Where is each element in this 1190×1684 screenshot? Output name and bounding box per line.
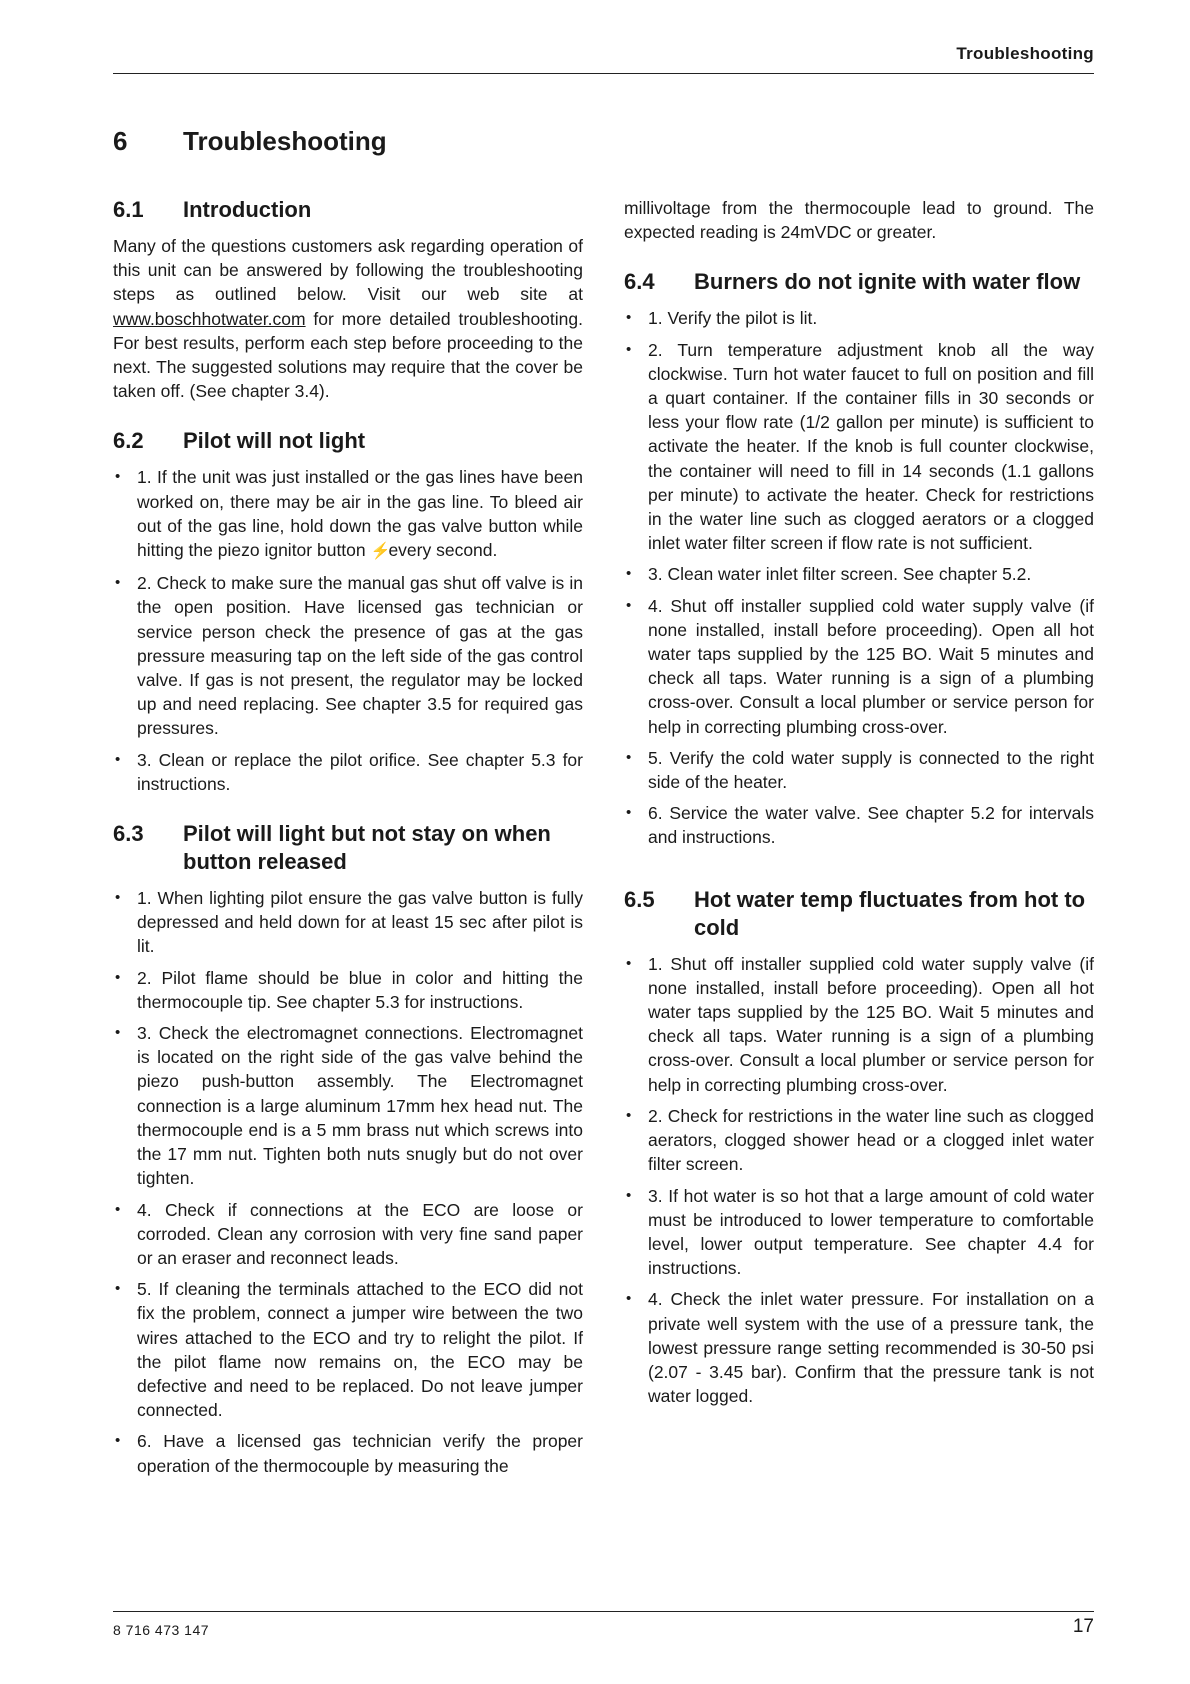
section-title: Pilot will not light xyxy=(183,428,366,454)
section-6-5 xyxy=(624,886,1094,1409)
intro-paragraph xyxy=(113,234,583,403)
section-title: Introduction xyxy=(183,197,312,222)
section-title: Hot water temp fluctuates from hot to cold xyxy=(694,886,1086,940)
section-heading xyxy=(113,427,583,455)
section-heading xyxy=(624,886,1094,942)
section-title: Pilot will light but not stay on when button released xyxy=(183,821,551,875)
list-item: • 3. Check the electromagnet connections. Electromagnet is located on the right side of the gas valve behind the piezo push-button assembly. The Electromagnet connection is a large aluminum 17mm hex head nut. The thermocouple end is a 5 mm brass nut which screws into the 17 mm nut. Tighten both nuts snugly but do not over tighten. xyxy=(113,1021,583,1190)
list-item xyxy=(113,465,583,564)
website-link[interactable]: www.boschhotwater.com xyxy=(113,308,306,329)
document-number: 8 716 473 147 xyxy=(113,1622,210,1638)
section-number: 6.5 xyxy=(624,886,655,912)
list-item: • 4. Check the inlet water pressure. For installation on a private well system with the use of a pressure tank, the lowest pressure range setting recommended is 30-50 psi (2.07 - 3.45 bar). Confirm that the pressure tank is not water logged. xyxy=(624,1287,1094,1408)
burners-list xyxy=(624,306,1094,849)
list-item: • 2. Check for restrictions in the water line such as clogged aerators, clogged shower head or a clogged inlet water filter screen. xyxy=(624,1104,1094,1177)
section-6-3 xyxy=(113,820,583,1478)
section-6-1 xyxy=(113,196,583,403)
section-number: 6.2 xyxy=(113,428,144,454)
list-item: • 1. Verify the pilot is lit. xyxy=(624,306,1094,330)
chapter-title xyxy=(113,126,387,157)
section-heading xyxy=(113,196,583,224)
list-item: • 3. Clean water inlet filter screen. See chapter 5.2. xyxy=(624,562,1094,586)
list-item: • 3. Clean or replace the pilot orifice. See chapter 5.3 for instructions. xyxy=(113,748,583,796)
item-text: every second. xyxy=(388,540,498,561)
section-number: 6.4 xyxy=(624,269,655,295)
list-item: • 1. When lighting pilot ensure the gas valve button is fully depressed and held down for at least 15 sec after pilot is lit. xyxy=(113,886,583,959)
chapter-number: 6 xyxy=(113,126,128,156)
section-6-4 xyxy=(624,268,1094,849)
intro-text-a: Many of the questions customers ask regarding operation of this unit can be answered by following the troubleshooting steps as outlined below. Visit our web site at xyxy=(113,236,583,305)
page-number: 17 xyxy=(1072,1616,1094,1637)
list-item: • 4. Shut off installer supplied cold water supply valve (if none installed, install before proceeding). Open all hot water taps supplied by the 125 BO. Wait 5 minutes and check all taps. Water running is a sign of a plumbing cross-over. Consult a local plumber or service person for help in correcting plumbing cross-over. xyxy=(624,594,1094,739)
section-heading xyxy=(624,268,1094,296)
list-item: • 2. Turn temperature adjustment knob all the way clockwise. Turn hot water faucet to full on position and fill a quart container. If the container fills in 30 seconds or less your flow rate (1/2 gallon per minute) is sufficient to activate the heater. If the knob is full counter clockwise, the container will need to fill in 14 seconds (1.1 gallons per minute) to activate the heater. Check for restrictions in the water line such as clogged aerators or a clogged inlet water filter screen if flow rate is not sufficient. xyxy=(624,338,1094,556)
section-6-2 xyxy=(113,427,583,796)
running-header: Troubleshooting xyxy=(956,44,1094,63)
section-number: 6.1 xyxy=(113,197,144,222)
section-title: Burners do not ignite with water flow xyxy=(694,269,1081,295)
left-column xyxy=(113,196,583,1502)
section-heading xyxy=(113,820,583,876)
list-item: • 5. Verify the cold water supply is connected to the right side of the heater. xyxy=(624,746,1094,794)
list-item: • 3. If hot water is so hot that a large amount of cold water must be introduced to lower temperature to comfortable level, lower output temperature. See chapter 4.4 for instructions. xyxy=(624,1184,1094,1281)
list-item: • 2. Check to make sure the manual gas shut off valve is in the open position. Have licensed gas technician or service person check the presence of gas at the gas pressure measuring tap on the left side of the gas control valve. If gas is not present, the regulator may be locked up and need replacing. See chapter 3.5 for required gas pressures. xyxy=(113,571,583,740)
header-rule xyxy=(113,73,1094,74)
temp-fluctuates-list xyxy=(624,952,1094,1409)
footer-rule xyxy=(113,1611,1094,1612)
piezo-ignitor-icon: ⚡ xyxy=(370,543,389,561)
pilot-not-stay-list xyxy=(113,886,583,1478)
list-item: • 2. Pilot flame should be blue in color and hitting the thermocouple tip. See chapter 5.3 for instructions. xyxy=(113,966,583,1014)
list-item: • 1. Shut off installer supplied cold water supply valve (if none installed, install before proceeding). Open all hot water taps supplied by the 125 BO. Wait 5 minutes and check all taps. Water running is a sign of a plumbing cross-over. Consult a local plumber or service person for help in correcting plumbing cross-over. xyxy=(624,952,1094,1097)
item-text: 1. If the unit was just installed or the gas lines have been worked on, there may be air in the gas line. To bleed air out of the gas line, hold down the gas valve button while hitting the piezo ignitor button xyxy=(137,467,583,561)
pilot-not-light-list xyxy=(113,465,583,796)
continuation-paragraph: millivoltage from the thermocouple lead to ground. The expected reading is 24mVDC or greater. xyxy=(624,198,1094,243)
chapter-title-text: Troubleshooting xyxy=(183,126,387,156)
list-item: • 4. Check if connections at the ECO are loose or corroded. Clean any corrosion with very fine sand paper or an eraser and reconnect leads. xyxy=(113,1198,583,1271)
section-number: 6.3 xyxy=(113,821,144,847)
list-item: • 5. If cleaning the terminals attached to the ECO did not fix the problem, connect a jumper wire between the two wires attached to the ECO and try to relight the pilot. If the pilot flame now remains on, the ECO may be defective and need to be replaced. Do not leave jumper connected. xyxy=(113,1277,583,1422)
list-item: • 6. Service the water valve. See chapter 5.2 for intervals and instructions. xyxy=(624,801,1094,849)
right-column xyxy=(624,196,1094,1432)
intro-text-b: for more detailed troubleshooting. For best results, perform each step before proceeding to the next. The suggested solutions may require that the cover be taken off. (See chapter 3.4). xyxy=(113,308,583,402)
list-item: • 6. Have a licensed gas technician verify the proper operation of the thermocouple by measuring the xyxy=(113,1429,583,1477)
